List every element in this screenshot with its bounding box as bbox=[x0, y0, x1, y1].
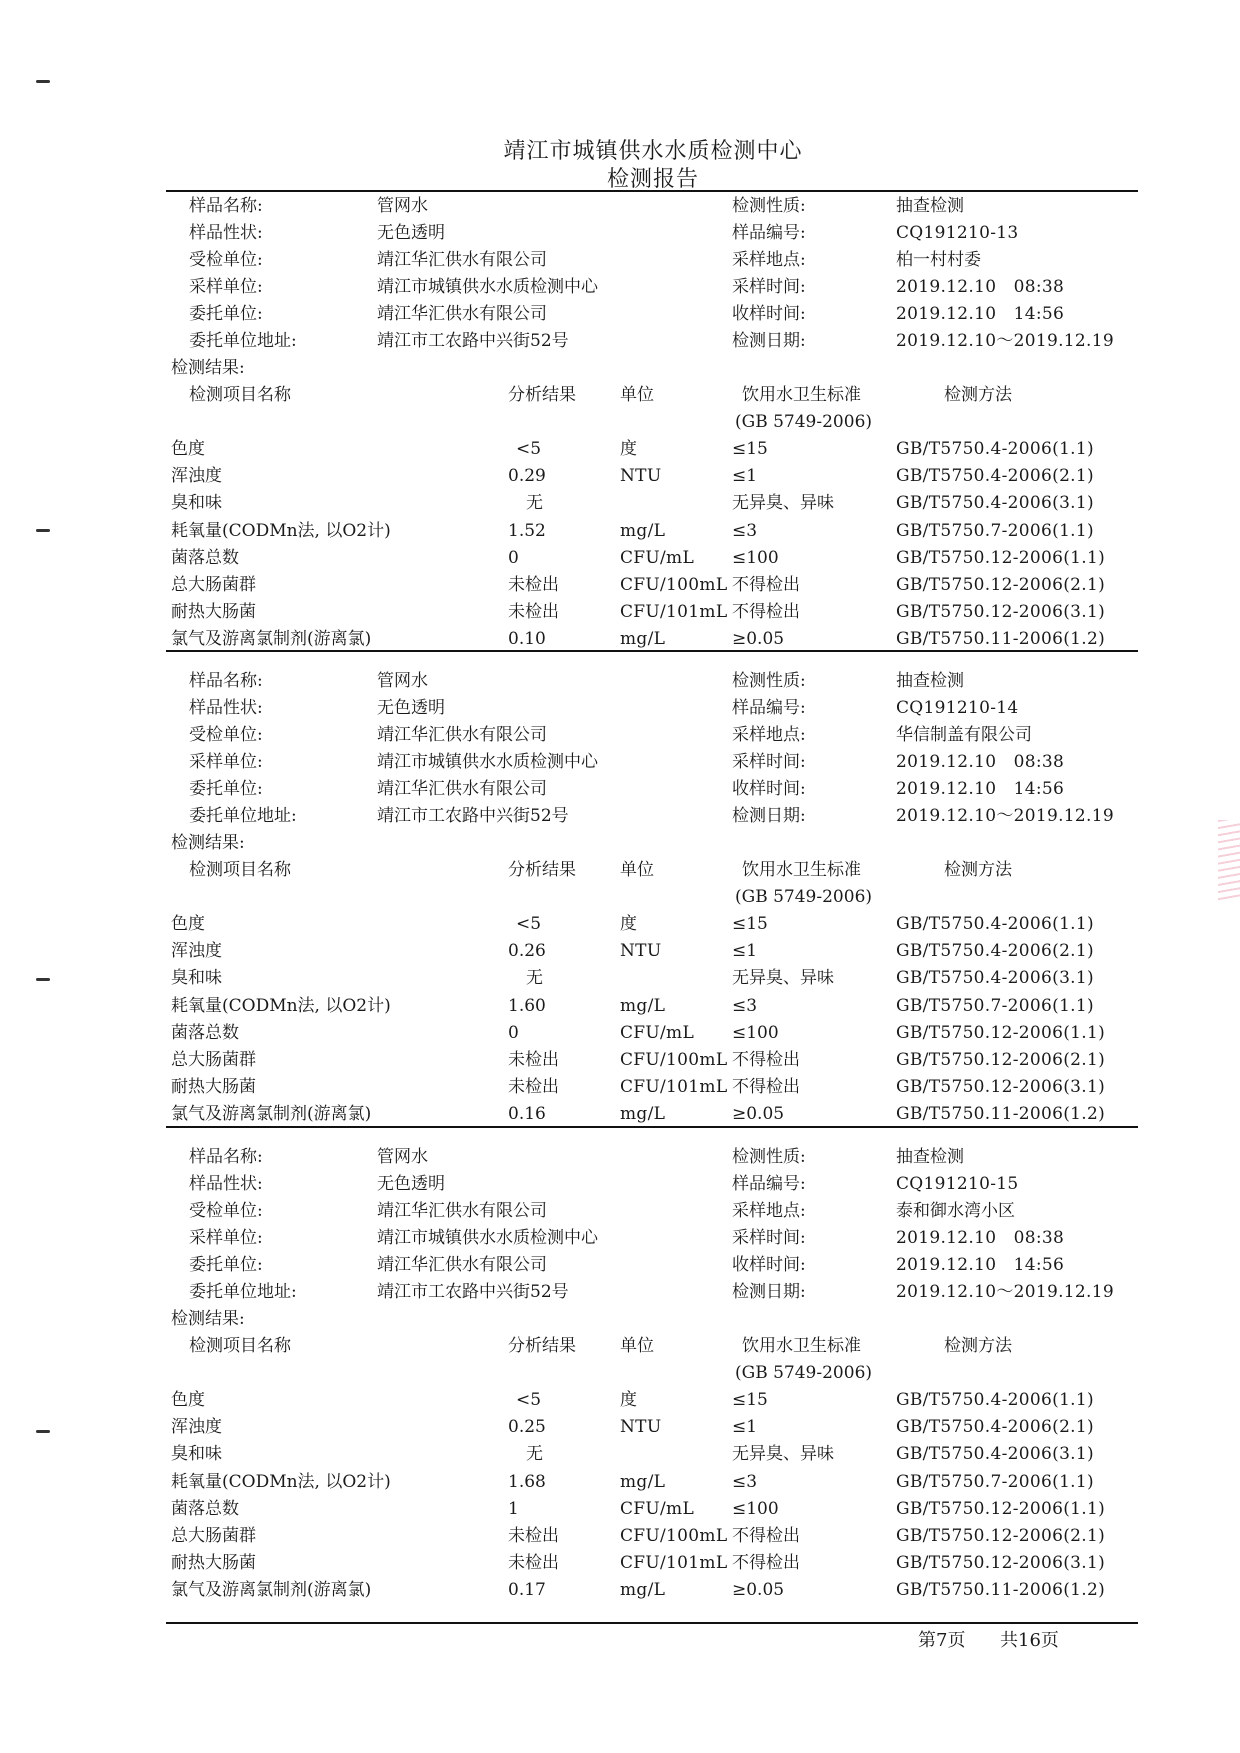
cell-standard: ≤3 bbox=[732, 995, 758, 1016]
sample-state-value: 无色透明 bbox=[377, 1174, 445, 1194]
cell-unit: CFU/101mL bbox=[620, 1077, 728, 1098]
sample-name-value: 管网水 bbox=[377, 671, 428, 691]
cell-unit: CFU/mL bbox=[620, 1498, 695, 1519]
inspected-unit-label: 受检单位: bbox=[189, 250, 263, 270]
cell-result: 未检出 bbox=[508, 1526, 559, 1546]
col-result-header: 分析结果 bbox=[508, 1336, 576, 1356]
cell-item: 耗氧量(CODMn法, 以O2计) bbox=[171, 1471, 391, 1492]
cell-item: 臭和味 bbox=[171, 493, 222, 514]
col-method-header: 检测方法 bbox=[944, 1336, 1012, 1356]
cell-standard: 不得检出 bbox=[732, 602, 800, 623]
cell-item: 总大肠菌群 bbox=[171, 1050, 256, 1070]
cell-item: 菌落总数 bbox=[171, 1022, 239, 1043]
report-org-title: 靖江市城镇供水水质检测中心 bbox=[503, 139, 803, 164]
cell-item: 耗氧量(CODMn法, 以O2计) bbox=[171, 520, 391, 541]
cell-method: GB/T5750.7-2006(1.1) bbox=[896, 1471, 1094, 1492]
receipt-time-value: 2019.12.10 14:56 bbox=[896, 1255, 1065, 1275]
receipt-time-label: 收样时间: bbox=[732, 779, 806, 799]
col-standard-header: 饮用水卫生标准 bbox=[742, 1336, 861, 1356]
sampling-time-label: 采样时间: bbox=[732, 752, 806, 772]
cell-standard: ≤1 bbox=[732, 941, 758, 962]
cell-unit: CFU/mL bbox=[620, 1022, 695, 1043]
test-nature-label: 检测性质: bbox=[732, 1147, 806, 1167]
sampling-site-label: 采样地点: bbox=[732, 725, 806, 745]
cell-result: 未检出 bbox=[508, 1050, 559, 1070]
cell-method: GB/T5750.4-2006(3.1) bbox=[896, 493, 1094, 514]
cell-result: 无 bbox=[526, 968, 543, 989]
cell-standard: 不得检出 bbox=[732, 1077, 800, 1098]
cell-result: <5 bbox=[516, 1390, 542, 1410]
cell-method: GB/T5750.11-2006(1.2) bbox=[896, 629, 1106, 650]
sampling-unit-value: 靖江市城镇供水水质检测中心 bbox=[377, 277, 598, 297]
cell-method: GB/T5750.7-2006(1.1) bbox=[896, 995, 1094, 1016]
cell-result: 1.60 bbox=[508, 995, 546, 1016]
cell-standard: ≤15 bbox=[732, 914, 768, 934]
report-title: 检测报告 bbox=[606, 167, 699, 192]
cell-method: GB/T5750.4-2006(1.1) bbox=[896, 1390, 1094, 1410]
cell-result: 1 bbox=[508, 1498, 519, 1519]
col-method-header: 检测方法 bbox=[944, 385, 1012, 405]
cell-method: GB/T5750.4-2006(2.1) bbox=[896, 941, 1094, 962]
col-standard-ref: (GB 5749-2006) bbox=[735, 412, 873, 432]
cell-unit: mg/L bbox=[620, 520, 666, 541]
cell-result: 0.25 bbox=[508, 1417, 546, 1438]
cell-standard: 不得检出 bbox=[732, 575, 800, 595]
cell-result: <5 bbox=[516, 439, 542, 459]
cell-method: GB/T5750.4-2006(2.1) bbox=[896, 466, 1094, 487]
receipt-time-label: 收样时间: bbox=[732, 1255, 806, 1275]
cell-result: 未检出 bbox=[508, 1077, 559, 1098]
sampling-time-value: 2019.12.10 08:38 bbox=[896, 277, 1065, 297]
inspected-unit-label: 受检单位: bbox=[189, 1201, 263, 1221]
cell-item: 耐热大肠菌 bbox=[171, 1553, 256, 1574]
cell-item: 色度 bbox=[171, 914, 205, 934]
cell-method: GB/T5750.12-2006(2.1) bbox=[896, 1050, 1106, 1070]
cell-standard: ≤100 bbox=[732, 547, 779, 568]
cell-standard: ≤15 bbox=[732, 439, 768, 459]
col-method-header: 检测方法 bbox=[944, 860, 1012, 880]
cell-result: 0.16 bbox=[508, 1104, 546, 1125]
test-nature-value: 抽查检测 bbox=[896, 1147, 964, 1167]
cell-unit: NTU bbox=[620, 941, 662, 962]
sample-no-value: CQ191210-15 bbox=[896, 1174, 1019, 1194]
client-unit-label: 委托单位: bbox=[189, 1255, 263, 1275]
cell-standard: 不得检出 bbox=[732, 1553, 800, 1574]
col-unit-header: 单位 bbox=[620, 1336, 654, 1356]
cell-standard: ≤3 bbox=[732, 1471, 758, 1492]
sample-name-label: 样品名称: bbox=[189, 671, 263, 691]
cell-standard: ≤1 bbox=[732, 466, 758, 487]
test-date-label: 检测日期: bbox=[732, 806, 806, 826]
client-unit-label: 委托单位: bbox=[189, 779, 263, 799]
cell-standard: 不得检出 bbox=[732, 1050, 800, 1070]
sampling-time-value: 2019.12.10 08:38 bbox=[896, 1228, 1065, 1248]
cell-unit: mg/L bbox=[620, 1471, 666, 1492]
sample-state-value: 无色透明 bbox=[377, 698, 445, 718]
cell-unit: 度 bbox=[620, 439, 638, 459]
cell-item: 浑浊度 bbox=[171, 941, 222, 962]
sample-name-value: 管网水 bbox=[377, 196, 428, 216]
sampling-site-value: 柏一村村委 bbox=[896, 250, 981, 270]
cell-method: GB/T5750.12-2006(1.1) bbox=[896, 1498, 1106, 1519]
client-address-value: 靖江市工农路中兴街52号 bbox=[377, 806, 569, 826]
page-total: 共16页 bbox=[1000, 1630, 1059, 1651]
cell-item: 氯气及游离氯制剂(游离氯) bbox=[171, 1104, 372, 1125]
cell-result: 1.68 bbox=[508, 1471, 546, 1492]
cell-item: 菌落总数 bbox=[171, 1498, 239, 1519]
cell-standard: 无异臭、异味 bbox=[732, 1444, 834, 1465]
cell-method: GB/T5750.12-2006(1.1) bbox=[896, 1022, 1106, 1043]
cell-method: GB/T5750.4-2006(1.1) bbox=[896, 439, 1094, 459]
cell-unit: CFU/100mL bbox=[620, 575, 728, 595]
col-result-header: 分析结果 bbox=[508, 860, 576, 880]
cell-unit: 度 bbox=[620, 1390, 638, 1410]
client-unit-value: 靖江华汇供水有限公司 bbox=[377, 779, 547, 799]
cell-unit: NTU bbox=[620, 466, 662, 487]
sampling-time-value: 2019.12.10 08:38 bbox=[896, 752, 1065, 772]
col-unit-header: 单位 bbox=[620, 385, 654, 405]
sample-name-label: 样品名称: bbox=[189, 1147, 263, 1167]
sampling-unit-value: 靖江市城镇供水水质检测中心 bbox=[377, 752, 598, 772]
cell-item: 耐热大肠菌 bbox=[171, 602, 256, 623]
client-address-label: 委托单位地址: bbox=[189, 806, 297, 826]
sample-state-value: 无色透明 bbox=[377, 223, 445, 243]
cell-unit: CFU/100mL bbox=[620, 1050, 728, 1070]
cell-item: 菌落总数 bbox=[171, 547, 239, 568]
cell-standard: ≥0.05 bbox=[732, 1104, 785, 1125]
cell-item: 色度 bbox=[171, 1390, 205, 1410]
sampling-unit-value: 靖江市城镇供水水质检测中心 bbox=[377, 1228, 598, 1248]
cell-method: GB/T5750.12-2006(3.1) bbox=[896, 1077, 1106, 1098]
cell-standard: ≥0.05 bbox=[732, 629, 785, 650]
cell-method: GB/T5750.4-2006(1.1) bbox=[896, 914, 1094, 934]
col-item-header: 检测项目名称 bbox=[189, 385, 291, 405]
cell-standard: ≤100 bbox=[732, 1022, 779, 1043]
receipt-time-value: 2019.12.10 14:56 bbox=[896, 304, 1065, 324]
cell-standard: ≤15 bbox=[732, 1390, 768, 1410]
cell-result: 未检出 bbox=[508, 575, 559, 595]
cell-result: 1.52 bbox=[508, 520, 546, 541]
test-date-label: 检测日期: bbox=[732, 1282, 806, 1302]
cell-result: 未检出 bbox=[508, 1553, 559, 1574]
cell-unit: mg/L bbox=[620, 1104, 666, 1125]
sample-state-label: 样品性状: bbox=[189, 1174, 263, 1194]
client-unit-label: 委托单位: bbox=[189, 304, 263, 324]
cell-method: GB/T5750.12-2006(1.1) bbox=[896, 547, 1106, 568]
client-unit-value: 靖江华汇供水有限公司 bbox=[377, 304, 547, 324]
inspected-unit-label: 受检单位: bbox=[189, 725, 263, 745]
sampling-unit-label: 采样单位: bbox=[189, 1228, 263, 1248]
col-standard-ref: (GB 5749-2006) bbox=[735, 887, 873, 907]
sampling-unit-label: 采样单位: bbox=[189, 277, 263, 297]
cell-standard: ≥0.05 bbox=[732, 1580, 785, 1601]
cell-result: 0.26 bbox=[508, 941, 546, 962]
sample-name-value: 管网水 bbox=[377, 1147, 428, 1167]
sample-section bbox=[0, 475, 1240, 1125]
cell-result: 0 bbox=[508, 1022, 519, 1043]
cell-result: 0.10 bbox=[508, 629, 546, 650]
test-date-value: 2019.12.10～2019.12.19 bbox=[896, 331, 1114, 351]
results-heading: 检测结果: bbox=[171, 1309, 245, 1329]
cell-result: 0.29 bbox=[508, 466, 546, 487]
sampling-site-label: 采样地点: bbox=[732, 250, 806, 270]
sample-no-label: 样品编号: bbox=[732, 698, 806, 718]
cell-standard: ≤3 bbox=[732, 520, 758, 541]
cell-result: 无 bbox=[526, 1444, 543, 1465]
cell-method: GB/T5750.7-2006(1.1) bbox=[896, 520, 1094, 541]
scan-mark bbox=[36, 978, 50, 981]
cell-item: 总大肠菌群 bbox=[171, 575, 256, 595]
test-date-value: 2019.12.10～2019.12.19 bbox=[896, 806, 1114, 826]
cell-result: <5 bbox=[516, 914, 542, 934]
inspected-unit-value: 靖江华汇供水有限公司 bbox=[377, 725, 547, 745]
cell-item: 耗氧量(CODMn法, 以O2计) bbox=[171, 995, 391, 1016]
sample-state-label: 样品性状: bbox=[189, 698, 263, 718]
footer-rule bbox=[166, 1622, 1138, 1624]
test-nature-label: 检测性质: bbox=[732, 671, 806, 691]
sample-section bbox=[0, 951, 1240, 1601]
sampling-time-label: 采样时间: bbox=[732, 277, 806, 297]
col-standard-header: 饮用水卫生标准 bbox=[742, 385, 861, 405]
col-standard-ref: (GB 5749-2006) bbox=[735, 1363, 873, 1383]
cell-method: GB/T5750.4-2006(3.1) bbox=[896, 1444, 1094, 1465]
cell-unit: 度 bbox=[620, 914, 638, 934]
cell-result: 无 bbox=[526, 493, 543, 514]
scan-mark bbox=[36, 529, 50, 532]
cell-item: 总大肠菌群 bbox=[171, 1526, 256, 1546]
client-address-value: 靖江市工农路中兴街52号 bbox=[377, 1282, 569, 1302]
col-standard-header: 饮用水卫生标准 bbox=[742, 860, 861, 880]
cell-result: 未检出 bbox=[508, 602, 559, 623]
test-date-value: 2019.12.10～2019.12.19 bbox=[896, 1282, 1114, 1302]
test-date-label: 检测日期: bbox=[732, 331, 806, 351]
cell-item: 浑浊度 bbox=[171, 1417, 222, 1438]
cell-unit: CFU/mL bbox=[620, 547, 695, 568]
inspected-unit-value: 靖江华汇供水有限公司 bbox=[377, 1201, 547, 1221]
cell-item: 浑浊度 bbox=[171, 466, 222, 487]
cell-item: 氯气及游离氯制剂(游离氯) bbox=[171, 1580, 372, 1601]
cell-item: 氯气及游离氯制剂(游离氯) bbox=[171, 629, 372, 650]
cell-unit: NTU bbox=[620, 1417, 662, 1438]
scan-mark bbox=[36, 80, 50, 83]
cell-unit: CFU/100mL bbox=[620, 1526, 728, 1546]
test-nature-value: 抽查检测 bbox=[896, 671, 964, 691]
sample-no-value: CQ191210-13 bbox=[896, 223, 1019, 243]
cell-result: 0 bbox=[508, 547, 519, 568]
results-heading: 检测结果: bbox=[171, 833, 245, 853]
page-number: 第7页 bbox=[918, 1630, 966, 1651]
sampling-site-value: 泰和御水湾小区 bbox=[896, 1201, 1015, 1221]
cell-item: 臭和味 bbox=[171, 968, 222, 989]
col-item-header: 检测项目名称 bbox=[189, 860, 291, 880]
results-heading: 检测结果: bbox=[171, 358, 245, 378]
cell-unit: CFU/101mL bbox=[620, 602, 728, 623]
edge-stamp-mark bbox=[1218, 820, 1240, 900]
cell-item: 臭和味 bbox=[171, 1444, 222, 1465]
cell-method: GB/T5750.12-2006(2.1) bbox=[896, 1526, 1106, 1546]
cell-method: GB/T5750.12-2006(3.1) bbox=[896, 602, 1106, 623]
cell-item: 耐热大肠菌 bbox=[171, 1077, 256, 1098]
cell-method: GB/T5750.4-2006(3.1) bbox=[896, 968, 1094, 989]
scan-mark bbox=[36, 1430, 50, 1433]
sample-no-value: CQ191210-14 bbox=[896, 698, 1019, 718]
sample-section bbox=[0, 0, 1240, 650]
client-unit-value: 靖江华汇供水有限公司 bbox=[377, 1255, 547, 1275]
sample-state-label: 样品性状: bbox=[189, 223, 263, 243]
receipt-time-value: 2019.12.10 14:56 bbox=[896, 779, 1065, 799]
sample-no-label: 样品编号: bbox=[732, 223, 806, 243]
cell-standard: 无异臭、异味 bbox=[732, 968, 834, 989]
cell-unit: mg/L bbox=[620, 1580, 666, 1601]
col-result-header: 分析结果 bbox=[508, 385, 576, 405]
receipt-time-label: 收样时间: bbox=[732, 304, 806, 324]
client-address-label: 委托单位地址: bbox=[189, 331, 297, 351]
sample-no-label: 样品编号: bbox=[732, 1174, 806, 1194]
cell-method: GB/T5750.4-2006(2.1) bbox=[896, 1417, 1094, 1438]
cell-method: GB/T5750.12-2006(2.1) bbox=[896, 575, 1106, 595]
sampling-site-label: 采样地点: bbox=[732, 1201, 806, 1221]
sampling-time-label: 采样时间: bbox=[732, 1228, 806, 1248]
cell-standard: ≤1 bbox=[732, 1417, 758, 1438]
sampling-unit-label: 采样单位: bbox=[189, 752, 263, 772]
cell-result: 0.17 bbox=[508, 1580, 546, 1601]
inspected-unit-value: 靖江华汇供水有限公司 bbox=[377, 250, 547, 270]
cell-method: GB/T5750.11-2006(1.2) bbox=[896, 1104, 1106, 1125]
cell-item: 色度 bbox=[171, 439, 205, 459]
sampling-site-value: 华信制盖有限公司 bbox=[896, 725, 1032, 745]
col-unit-header: 单位 bbox=[620, 860, 654, 880]
col-item-header: 检测项目名称 bbox=[189, 1336, 291, 1356]
client-address-label: 委托单位地址: bbox=[189, 1282, 297, 1302]
sample-name-label: 样品名称: bbox=[189, 196, 263, 216]
cell-standard: 不得检出 bbox=[732, 1526, 800, 1546]
client-address-value: 靖江市工农路中兴街52号 bbox=[377, 331, 569, 351]
cell-standard: 无异臭、异味 bbox=[732, 493, 834, 514]
cell-unit: CFU/101mL bbox=[620, 1553, 728, 1574]
test-nature-value: 抽查检测 bbox=[896, 196, 964, 216]
cell-standard: ≤100 bbox=[732, 1498, 779, 1519]
cell-method: GB/T5750.12-2006(3.1) bbox=[896, 1553, 1106, 1574]
cell-unit: mg/L bbox=[620, 995, 666, 1016]
cell-unit: mg/L bbox=[620, 629, 666, 650]
cell-method: GB/T5750.11-2006(1.2) bbox=[896, 1580, 1106, 1601]
test-nature-label: 检测性质: bbox=[732, 196, 806, 216]
